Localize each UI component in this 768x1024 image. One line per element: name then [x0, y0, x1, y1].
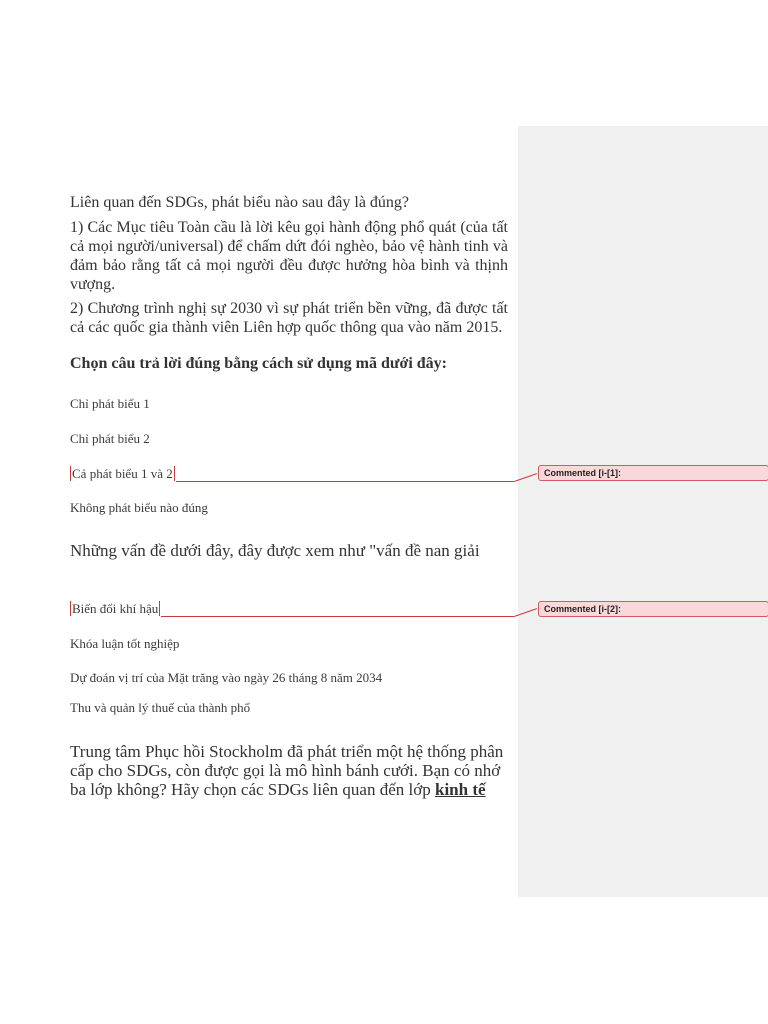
question3-prompt: [70, 742, 510, 799]
question1-option-1[interactable]: Chỉ phát biểu 1: [70, 396, 150, 411]
question1-statement2: 2) Chương trình nghị sự 2030 vì sự phát triển bền vững, đã được tất cả các quốc gia thành viên Liên hợp quốc thông qua vào năm 2015.: [70, 300, 508, 336]
question2-option-3[interactable]: Dự đoán vị trí của Mặt trăng vào ngày 26 tháng 8 năm 2034: [70, 670, 383, 685]
commented-text-1[interactable]: Cả phát biểu 1 và 2: [72, 466, 173, 481]
question1-option-2[interactable]: Chỉ phát biểu 2: [70, 431, 150, 446]
question1-prompt: Liên quan đến SDGs, phát biểu nào sau đây là đúng?: [70, 194, 410, 211]
comment-1-balloon[interactable]: Commented [i-[1]:: [538, 465, 768, 481]
question2-option-2[interactable]: Khóa luận tốt nghiệp: [70, 636, 180, 651]
comment-2-balloon[interactable]: Commented [i-[2]:: [538, 601, 768, 617]
question1-option-3[interactable]: [70, 466, 175, 482]
question3-prompt-text: Trung tâm Phục hồi Stockholm đã phát triển một hệ thống phân cấp cho SDGs, còn được gọi là mô hình bánh cưới. Bạn có nhớ ba lớp không? Hãy chọn các SDGs liên quan đến lớp: [70, 742, 504, 799]
question2-option-4[interactable]: Thu và quản lý thuế của thành phố: [70, 700, 251, 715]
question3-emphasis: kinh tế: [434, 780, 486, 799]
comment-2-anchor-line: [161, 616, 514, 617]
question2-prompt: Những vấn đề dưới đây, đây được xem như "vấn đề nan giải: [70, 541, 480, 560]
question1-option-4[interactable]: Không phát biểu nào đúng: [70, 500, 208, 515]
question2-option-1[interactable]: [70, 601, 160, 617]
question1-instruction: Chọn câu trả lời đúng bằng cách sử dụng mã dưới đây:: [70, 355, 448, 372]
comment-margin-pane: [518, 126, 768, 897]
commented-text-2[interactable]: Biến đổi khí hậu: [72, 601, 159, 616]
comment-1-anchor-line: [176, 481, 514, 482]
question1-statement1: 1) Các Mục tiêu Toàn cầu là lời kêu gọi hành động phổ quát (của tất cả mọi người/universal) để chấm dứt đói nghèo, bảo vệ hành tinh và đảm bảo rằng tất cả mọi người đều được hưởng hòa bình và thịnh vượng.: [70, 219, 508, 293]
